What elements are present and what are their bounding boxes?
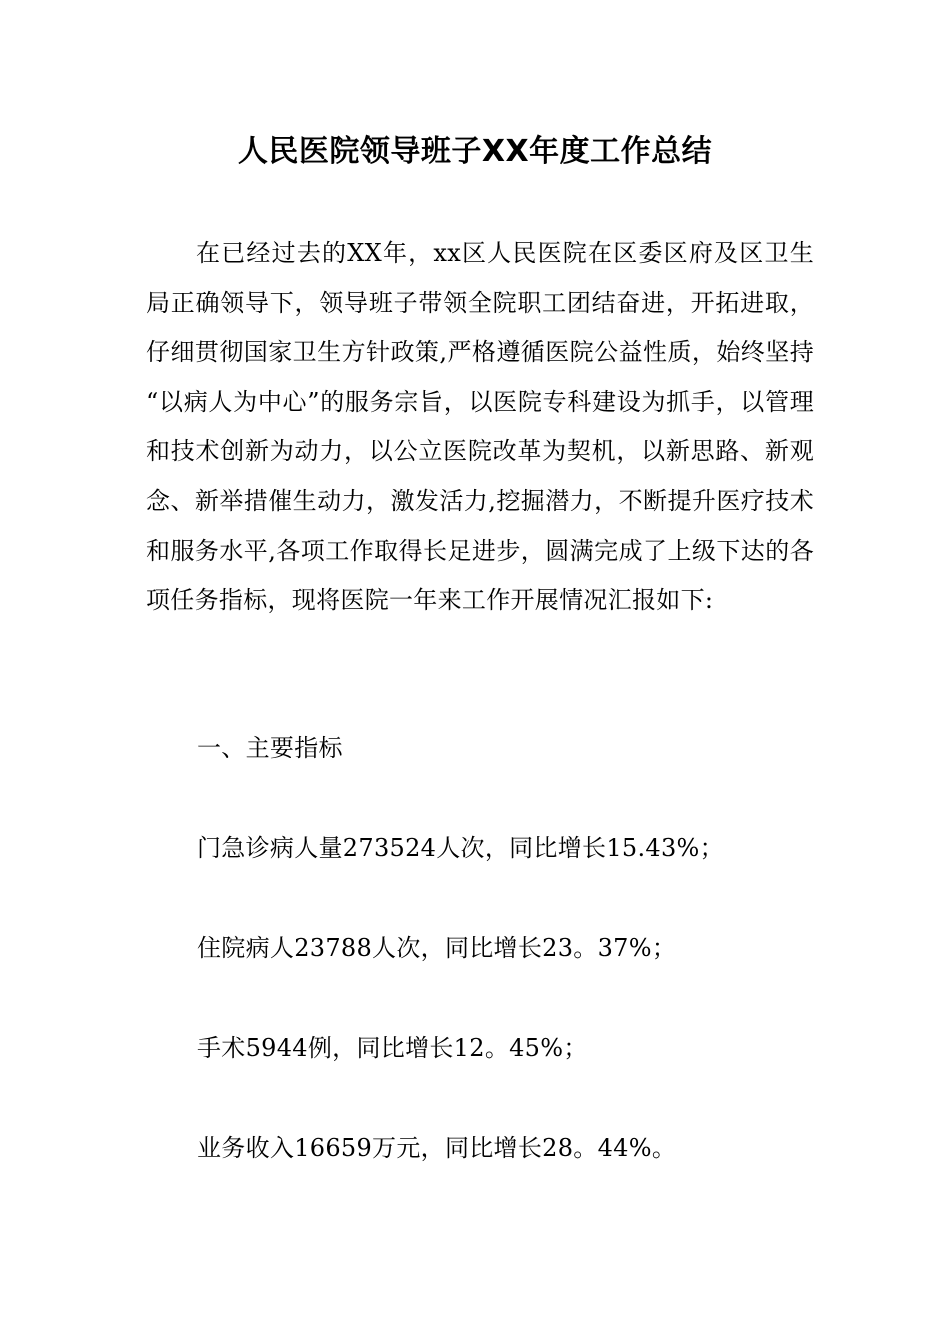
intro-paragraph: 在已经过去的XX年，xx区人民医院在区委区府及区卫生局正确领导下，领导班子带领全院职工团结奋进，开拓进取，仔细贯彻国家卫生方针政策,严格遵循医院公益性质，始终坚持 “以病人为中心”的服务宗旨，以医院专科建设为抓手，以管理和技术创新为动力，以公立医院改革为契机，以新思路、新观念、新举措催生动力，激发活力,挖掘潜力，不断提升医疗技术和服务水平,各项工作取得长足进步，圆满完成了上级下达的各项任务指标，现将医院一年来工作开展情况汇报如下:	[146, 239, 814, 615]
metric-revenue: 业务收入16659万元，同比增长28。44%。	[197, 1134, 677, 1162]
metric-outpatient: 门急诊病人量273524人次，同比增长15.43%；	[197, 834, 724, 862]
document-title: 人民医院领导班子XX年度工作总结	[237, 134, 713, 169]
metric-inpatient: 住院病人23788人次，同比增长23。37%；	[197, 934, 677, 962]
section-heading-main-indicators: 一、主要指标	[197, 734, 343, 762]
metric-surgery: 手术5944例，同比增长12。45%；	[197, 1034, 588, 1062]
